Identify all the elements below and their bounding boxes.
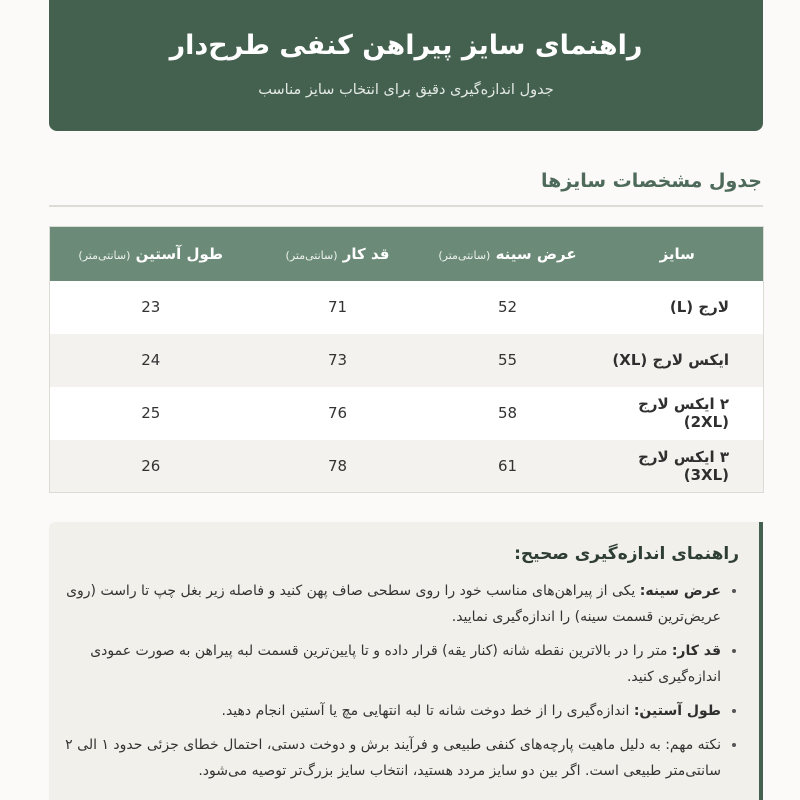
guide-item bbox=[61, 732, 721, 784]
header-label: عرض سینه bbox=[495, 244, 577, 263]
guide-list bbox=[61, 578, 721, 792]
cell-chest: 55 bbox=[424, 334, 592, 387]
guide-term: قد کار: bbox=[671, 643, 721, 659]
table-row bbox=[50, 440, 764, 493]
cell-size: ایکس لارج (XL) bbox=[592, 334, 764, 387]
guide-term: طول آستین: bbox=[633, 703, 721, 719]
guide-text: اندازه‌گیری را از خط دوخت شانه تا لبه انتهایی مچ یا آستین انجام دهید. bbox=[221, 703, 634, 719]
cell-sleeve: 24 bbox=[50, 334, 252, 387]
guide-text: یکی از پیراهن‌های مناسب خود را روی سطحی صاف پهن کنید و فاصله زیر بغل چپ تا راست (روی عریض‌ترین قسمت سینه) را اندازه‌گیری نمایید. bbox=[66, 583, 721, 625]
header-sleeve bbox=[50, 227, 252, 281]
size-table bbox=[49, 226, 764, 493]
measurement-guide bbox=[49, 522, 763, 800]
header-unit: (سانتی‌متر) bbox=[285, 248, 338, 262]
header-label: طول آستین bbox=[135, 244, 224, 263]
guide-note: نکته مهم: به دلیل ماهیت پارچه‌های کنفی طبیعی و فرآیند برش و دوخت دستی، احتمال خطای جزئی حدود ۱ الی ۲ سانتی‌متر طبیعی است. اگر بین دو سایز مردد هستید، انتخاب سایز بزرگ‌تر توصیه می‌شود. bbox=[65, 737, 721, 779]
header-length bbox=[252, 227, 424, 281]
header-chest bbox=[424, 227, 592, 281]
table-row bbox=[50, 387, 764, 440]
header-size bbox=[592, 227, 764, 281]
cell-size: لارج (L) bbox=[592, 281, 764, 334]
table-header-row bbox=[50, 227, 764, 281]
table-row bbox=[50, 281, 764, 334]
cell-size: ۳ ایکس لارج (3XL) bbox=[592, 440, 764, 493]
guide-title: راهنمای اندازه‌گیری صحیح: bbox=[514, 544, 739, 564]
guide-item bbox=[61, 638, 721, 690]
cell-length: 76 bbox=[252, 387, 424, 440]
cell-length: 73 bbox=[252, 334, 424, 387]
header-label: سایز bbox=[659, 244, 695, 263]
cell-sleeve: 26 bbox=[50, 440, 252, 493]
table-row bbox=[50, 334, 764, 387]
cell-length: 71 bbox=[252, 281, 424, 334]
header-unit: (سانتی‌متر) bbox=[78, 248, 131, 262]
header-banner bbox=[49, 0, 763, 131]
cell-sleeve: 25 bbox=[50, 387, 252, 440]
page-title: راهنمای سایز پیراهن کنفی طرح‌دار bbox=[169, 30, 643, 61]
cell-length: 78 bbox=[252, 440, 424, 493]
guide-text: متر را در بالاترین نقطه شانه (کنار یقه) قرار داده و تا پایین‌ترین قسمت لبه پیراهن به صورت عمودی اندازه‌گیری کنید. bbox=[90, 643, 721, 685]
header-label: قد کار bbox=[342, 244, 390, 263]
section-title: جدول مشخصات سایزها bbox=[540, 170, 762, 192]
header-unit: (سانتی‌متر) bbox=[438, 248, 491, 262]
cell-sleeve: 23 bbox=[50, 281, 252, 334]
cell-chest: 58 bbox=[424, 387, 592, 440]
cell-size: ۲ ایکس لارج (2XL) bbox=[592, 387, 764, 440]
section-divider bbox=[49, 205, 763, 207]
page-subtitle: جدول اندازه‌گیری دقیق برای انتخاب سایز مناسب bbox=[258, 82, 554, 98]
guide-item bbox=[61, 578, 721, 630]
cell-chest: 52 bbox=[424, 281, 592, 334]
guide-item bbox=[61, 698, 721, 724]
guide-term: عرض سینه: bbox=[639, 583, 721, 599]
cell-chest: 61 bbox=[424, 440, 592, 493]
